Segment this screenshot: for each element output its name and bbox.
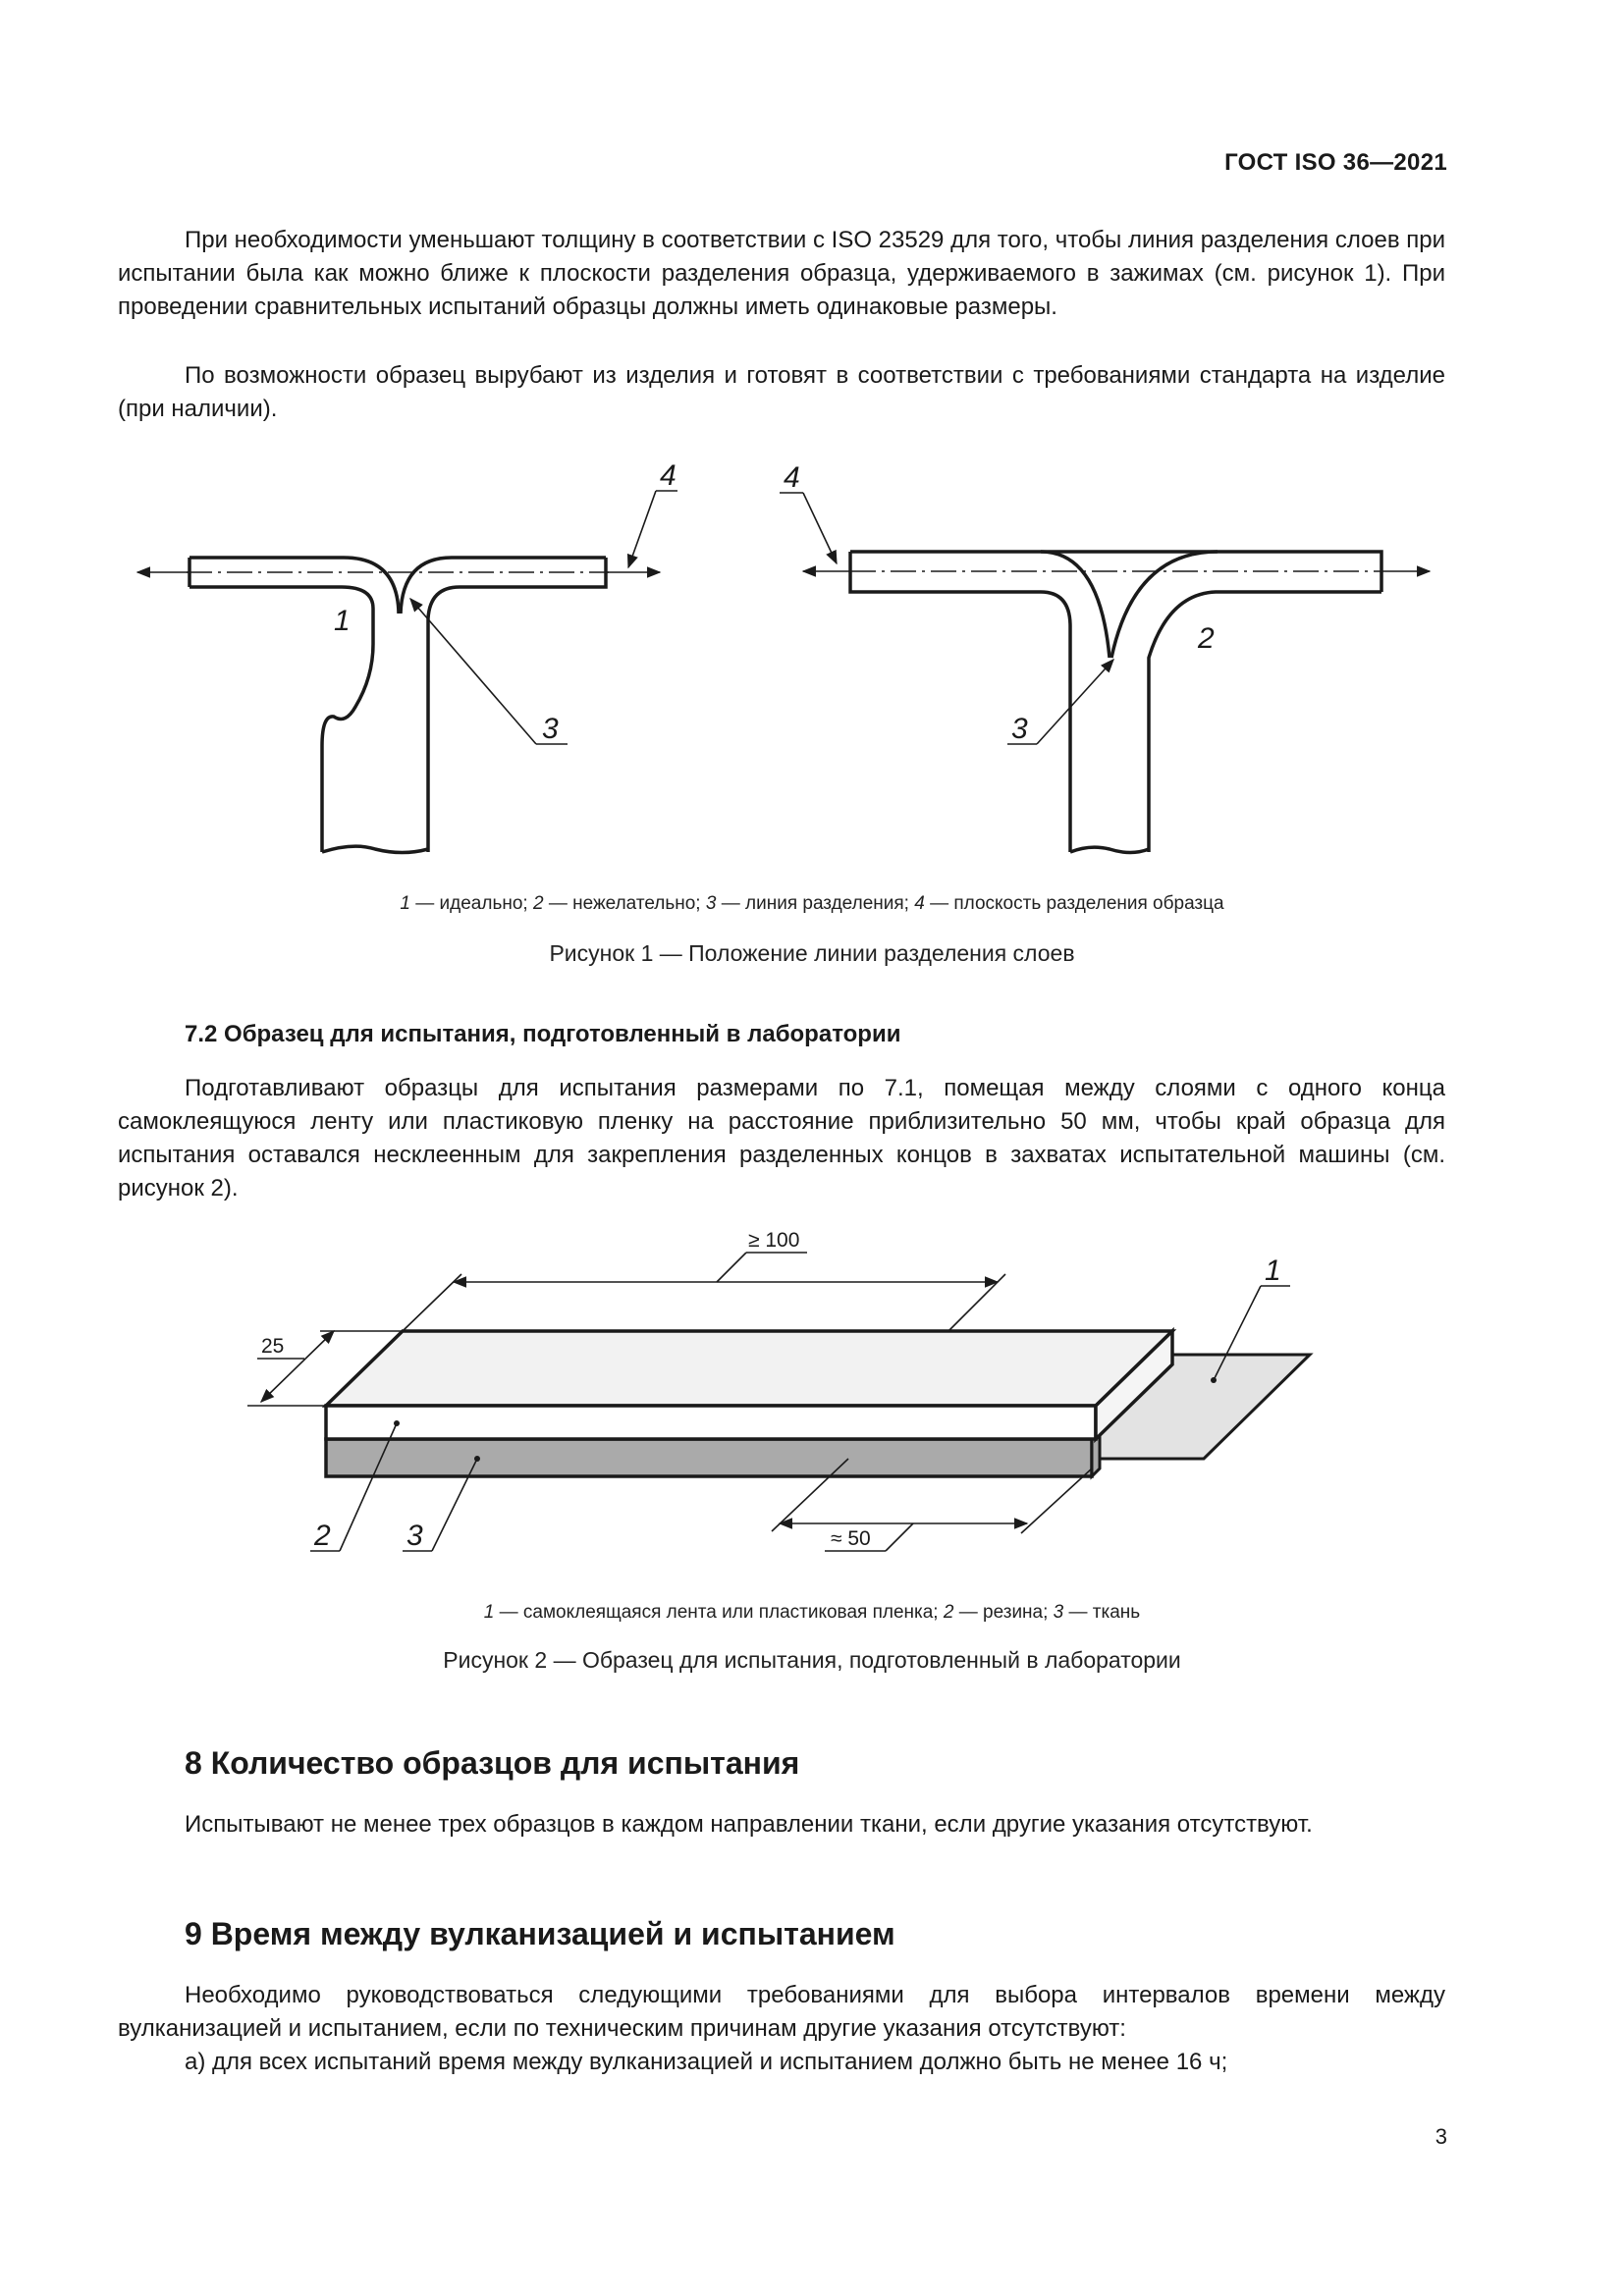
tape-length-label: ≈ 50 xyxy=(831,1527,871,1550)
section-8-heading: 8 Количество образцов для испытания xyxy=(185,1745,800,1781)
figure-1-title: Рисунок 1 — Положение линии разделения слоев xyxy=(549,940,1075,966)
figure-2-diagram xyxy=(0,1227,1624,1580)
figure-1-legend: 1 — идеально; 2 — нежелательно; 3 — линия разделения; 4 — плоскость разделения образца xyxy=(400,893,1224,914)
undesirable-leader-4 xyxy=(803,493,837,563)
undesirable-label-2: 2 xyxy=(1198,622,1215,655)
section-9-text: Необходимо руководствоваться следующими требованиями для выбора интервалов времени между вулканизацией и испытанием, если по техническим причинам другие указания отсутствуют: xyxy=(118,1982,1445,2042)
undesirable-label-4: 4 xyxy=(784,461,800,494)
length-label: ≥ 100 xyxy=(748,1229,800,1252)
length-label-leader xyxy=(717,1253,746,1282)
document-id: ГОСТ ISO 36—2021 xyxy=(1224,149,1447,176)
figure-1-diagram xyxy=(0,452,1624,864)
fabric-layer-front xyxy=(326,1439,1092,1476)
ideal-specimen xyxy=(189,558,606,853)
undesirable-specimen xyxy=(850,552,1381,853)
tape-extension-right xyxy=(1021,1468,1092,1533)
width-label: 25 xyxy=(261,1335,285,1358)
rubber-layer-top xyxy=(326,1331,1172,1406)
undesirable-label-3: 3 xyxy=(1011,713,1028,745)
rubber-layer-front xyxy=(326,1406,1096,1439)
tape-label-leader xyxy=(886,1523,913,1551)
ideal-leader-4 xyxy=(628,491,656,567)
section-7-2-heading: 7.2 Образец для испытания, подготовленный в лаборатории xyxy=(185,1021,901,1047)
undesirable-leader-3 xyxy=(1037,660,1113,744)
figure-2-legend: 1 — самоклеящаяся лента или пластиковая пленка; 2 — резина; 3 — ткань xyxy=(483,1602,1141,1623)
section-8-text: Испытывают не менее трех образцов в каждом направлении ткани, если другие указания отсутствуют. xyxy=(185,1811,1313,1838)
figure-2-title: Рисунок 2 — Образец для испытания, подготовленный в лаборатории xyxy=(443,1647,1181,1673)
section-7-2-text: Подготавливают образцы для испытания размерами по 7.1, помещая между слоями с одного конца самоклеящуюся ленту или пластиковую пленку на расстояние приблизительно 50 мм, чтобы край образца для испытания оставался несклеенным для закрепления разделенных концов в захватах испытательной машины (см. рисунок 2). xyxy=(118,1075,1445,1201)
ideal-label-3: 3 xyxy=(542,713,559,745)
intro-paragraph-1: При необходимости уменьшают толщину в соответствии с ISO 23529 для того, чтобы линия разделения слоев при испытании была как можно ближе к плоскости разделения образца, удерживаемого в зажимах (см. рисунок 1). При проведении сравнительных испытаний образцы должны иметь одинаковые размеры. xyxy=(118,227,1445,320)
section-9-heading: 9 Время между вулканизацией и испытанием xyxy=(185,1916,895,1951)
section-9-item-a: а) для всех испытаний время между вулканизацией и испытанием должно быть не менее 16 ч; xyxy=(185,2049,1228,2075)
length-extension-left xyxy=(403,1274,461,1331)
intro-paragraph-2: По возможности образец вырубают из изделия и готовят в соответствии с требованиями стандарта на изделие (при наличии). xyxy=(118,362,1445,422)
page-number: 3 xyxy=(1435,2124,1447,2149)
label-1: 1 xyxy=(1265,1255,1281,1287)
ideal-label-1: 1 xyxy=(334,605,351,637)
ideal-label-4: 4 xyxy=(660,459,677,492)
label-2: 2 xyxy=(314,1520,331,1552)
label-3: 3 xyxy=(406,1520,423,1552)
